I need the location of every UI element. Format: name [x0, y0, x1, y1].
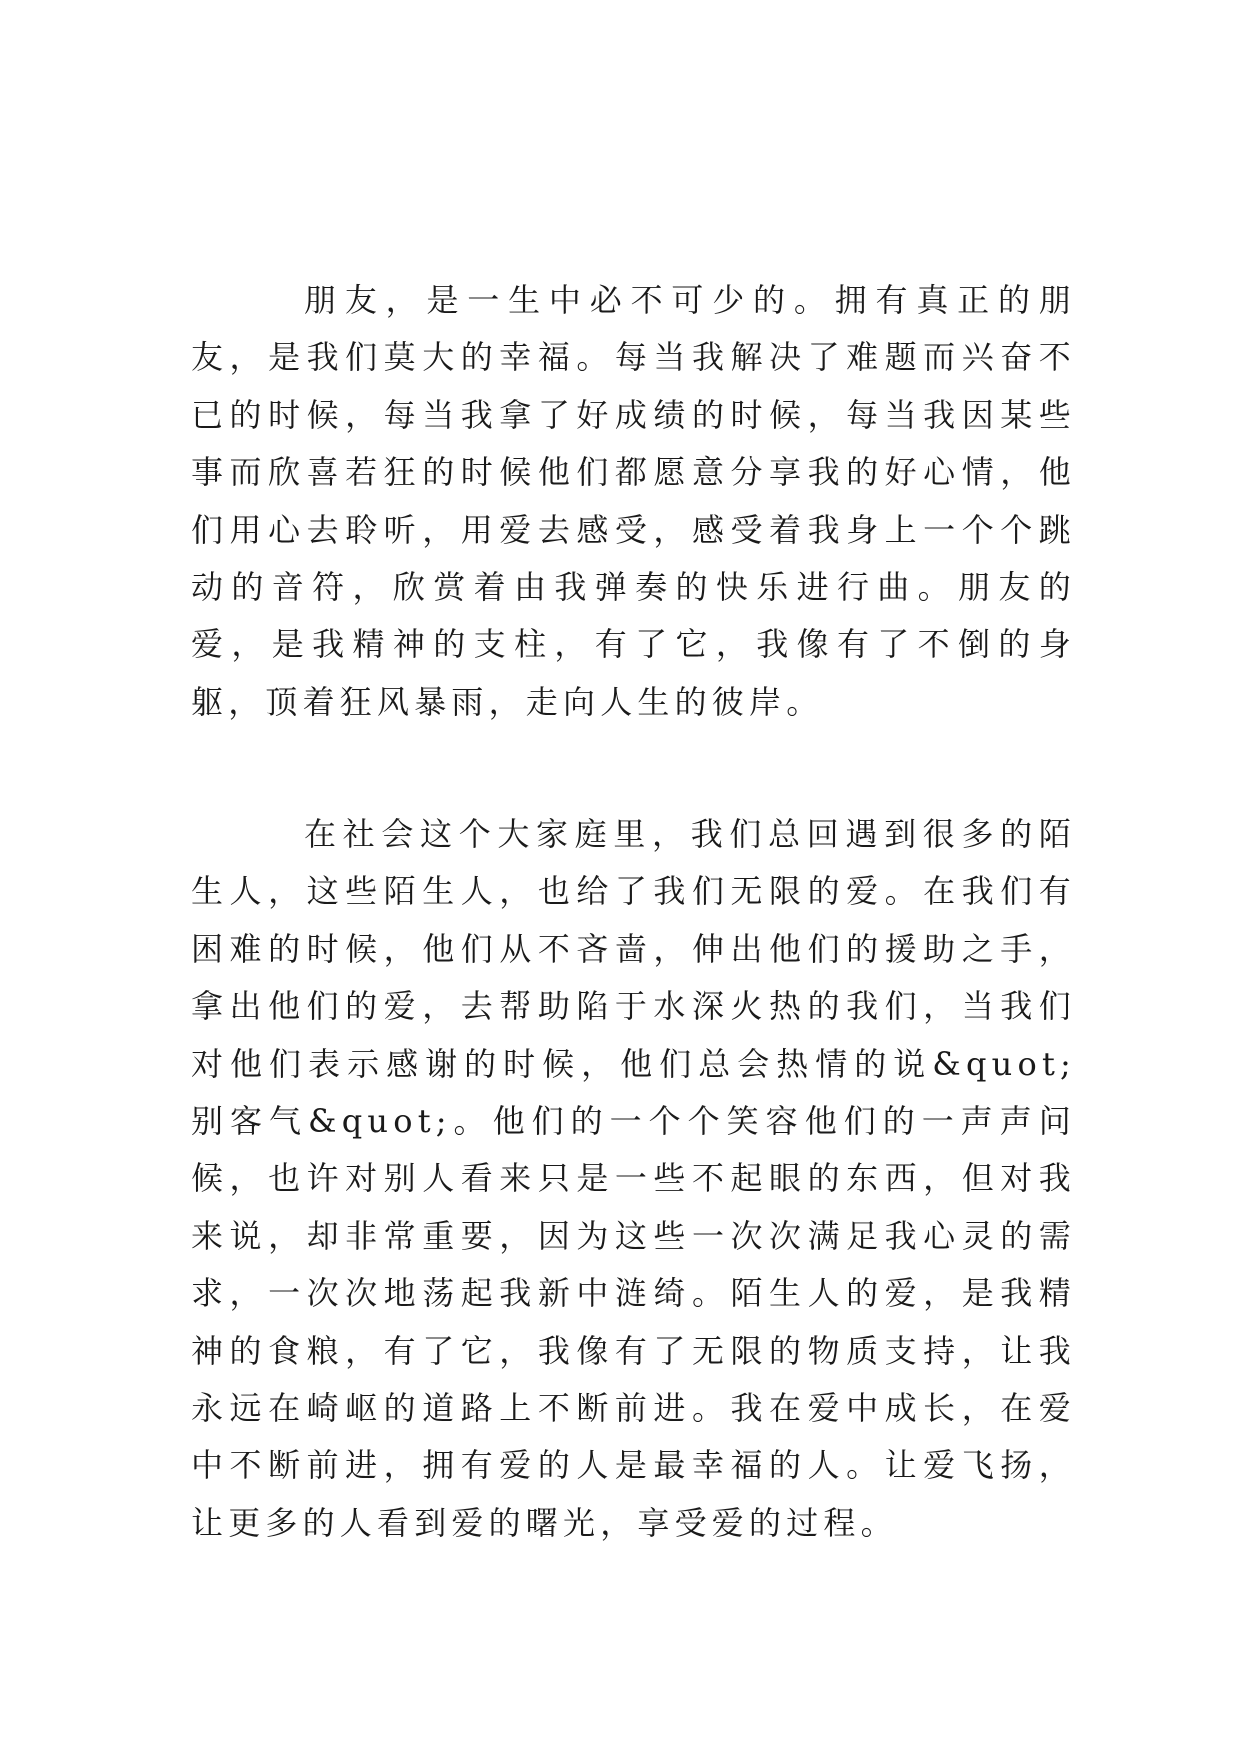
- paragraph-strangers: 在社会这个大家庭里，我们总回遇到很多的陌生人，这些陌生人，也给了我们无限的爱。在我们有困难的时候，他们从不吝啬，伸出他们的援助之手，拿出他们的爱，去帮助陷于水深火热的我们，当我们对他们表示感谢的时候，他们总会热情的说&quot;别客气&quot;。他们的一个个笑容他们的一声声问候，也许对别人看来只是一些不起眼的东西，但对我来说，却非常重要，因为这些一次次满足我心灵的需求，一次次地荡起我新中涟绮。陌生人的爱，是我精神的食粮，有了它，我像有了无限的物质支持，让我永远在崎岖的道路上不断前进。我在爱中成长，在爱中不断前进，拥有爱的人是最幸福的人。让爱飞扬，让更多的人看到爱的曙光，享受爱的过程。: [191, 815, 1076, 1542]
- paragraph-friends: 朋友，是一生中必不可少的。拥有真正的朋友，是我们莫大的幸福。每当我解决了难题而兴奋不已的时候，每当我拿了好成绩的时候，每当我因某些事而欣喜若狂的时候他们都愿意分享我的好心情，他们用心去聆听，用爱去感受，感受着我身上一个个跳动的音符，欣赏着由我弹奏的快乐进行曲。朋友的爱，是我精神的支柱，有了它，我像有了不倒的身躯，顶着狂风暴雨，走向人生的彼岸。: [191, 281, 1076, 721]
